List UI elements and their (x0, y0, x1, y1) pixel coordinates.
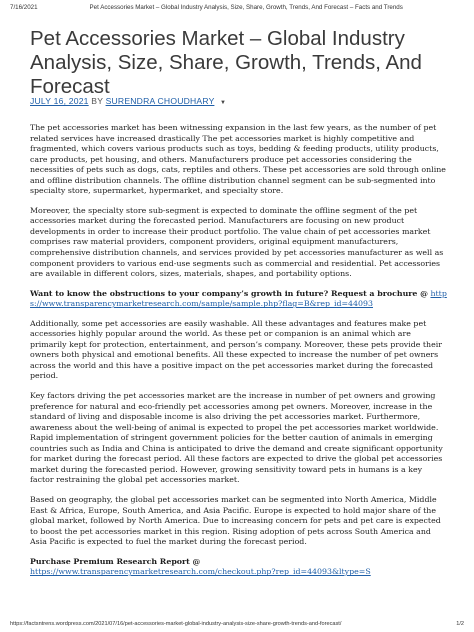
paragraph: The pet accessories market has been witnessing expansion in the last few years, as the number of pet related services have increased drastically The pet accessories market is highly competitive and fragmented, which covers various products such as toys, bedding & feeding products, utility products, care products, pet housing, and others. Manufacturers produce pet accessories considering the necessities of pets such as dogs, cats, reptiles and others. These pet accessories are sold through online and offline distribution channels. The offline distribution channel segment can be sub-segmented into specialty store, supermarket, hypermarket, and specialty store. (30, 123, 446, 196)
purchase-label: Purchase Premium Research Report @ (30, 556, 201, 566)
caret-down-icon: ▼ (220, 100, 227, 106)
brochure-label: Want to know the obstructions to your company’s growth in future? Request a brochure @ (30, 288, 428, 298)
print-page-title: Pet Accessories Market – Global Industry Analysis, Size, Share, Growth, Trends, And Forecast – Facts and Trends (89, 4, 403, 11)
paragraph: Key factors driving the pet accessories market are the increase in number of pet owners and growing preference for natural and eco-friendly pet accessories among pet owners. Moreover, increase in the standard of living and disposable income is also driving the pet accessories market. Furthermore, awareness about the well-being of animal is expected to propel the pet accessories market worldwide. Rapid implementation of stringent government policies for the better caution of animals in emerging countries such as India and China is anticipated to drive the demand and create significant opportunity for market during the forecast period. All these factors are expected to drive the global pet accessories market during the forecasted period. However, growing sensitivity toward pets in humans is a key factor restraining the global pet accessories market. (30, 391, 443, 485)
page-number: 1/2 (456, 621, 464, 627)
article-title: Pet Accessories Market – Global Industry Analysis, Size, Share, Growth, Trends, And Forecast (30, 27, 422, 98)
purchase-link[interactable]: https://www.transparencymarketresearch.com/checkout.php?rep_id=44093&ltype=S (30, 567, 371, 577)
page-url: https://factsntrens.wordpress.com/2021/07/16/pet-accessories-market-global-industry-analysis-size-share-growth-trends-and-forecast/ (10, 621, 342, 627)
article-body (30, 123, 448, 587)
print-footer (10, 621, 464, 627)
purchase-callout (30, 557, 448, 578)
by-label: BY (91, 96, 103, 106)
post-date-link[interactable]: JULY 16, 2021 (30, 96, 89, 106)
paragraph: Based on geography, the global pet accessories market can be segmented into North America, Middle East & Africa, Europe, South America, and Asia Pacific. Europe is expected to hold major share of the global market, followed by North America. Due to increasing concern for pets and pet care is expected to boost the pet accessories market in this region. Rising adoption of pets across South America and Asia Pacific is expected to fuel the market during the forecast period. (30, 494, 441, 547)
print-header (10, 4, 464, 11)
paragraph: Additionally, some pet accessories are easily washable. All these advantages and features make pet accessories highly popular around the world. As these pet or companion is an animal which are primarily kept for protection, entertainment, and person’s company. Moreover, these pets provide their owners both physical and emotional benefits. All these expected to increase the number of pet owners across the world and this have a positive impact on the pet accessories market during the forecasted period. (30, 318, 443, 381)
article-meta (30, 96, 226, 106)
author-link[interactable]: SURENDRA CHOUDHARY (105, 96, 215, 106)
brochure-callout (30, 289, 448, 310)
brochure-link[interactable]: https://www.transparencymarketresearch.com/sample/sample.php?flag=B&rep_id=44093 (30, 288, 447, 309)
print-date: 7/16/2021 (10, 4, 38, 11)
paragraph: Moreover, the specialty store sub-segment is expected to dominate the offline segment of the pet accessories market during the forecasted period. Manufacturers are focusing on new product developments in order to increase their product portfolio. The value chain of pet accessories market comprises raw material providers, component providers, original equipment manufacturers, comprehensive distribution channels, and services provided by pet accessories manufacturer as well as component providers to various end-use segments such as commercial and residential. Pet accessories are available in different colors, sizes, materials, shapes, and portability options. (30, 205, 444, 279)
